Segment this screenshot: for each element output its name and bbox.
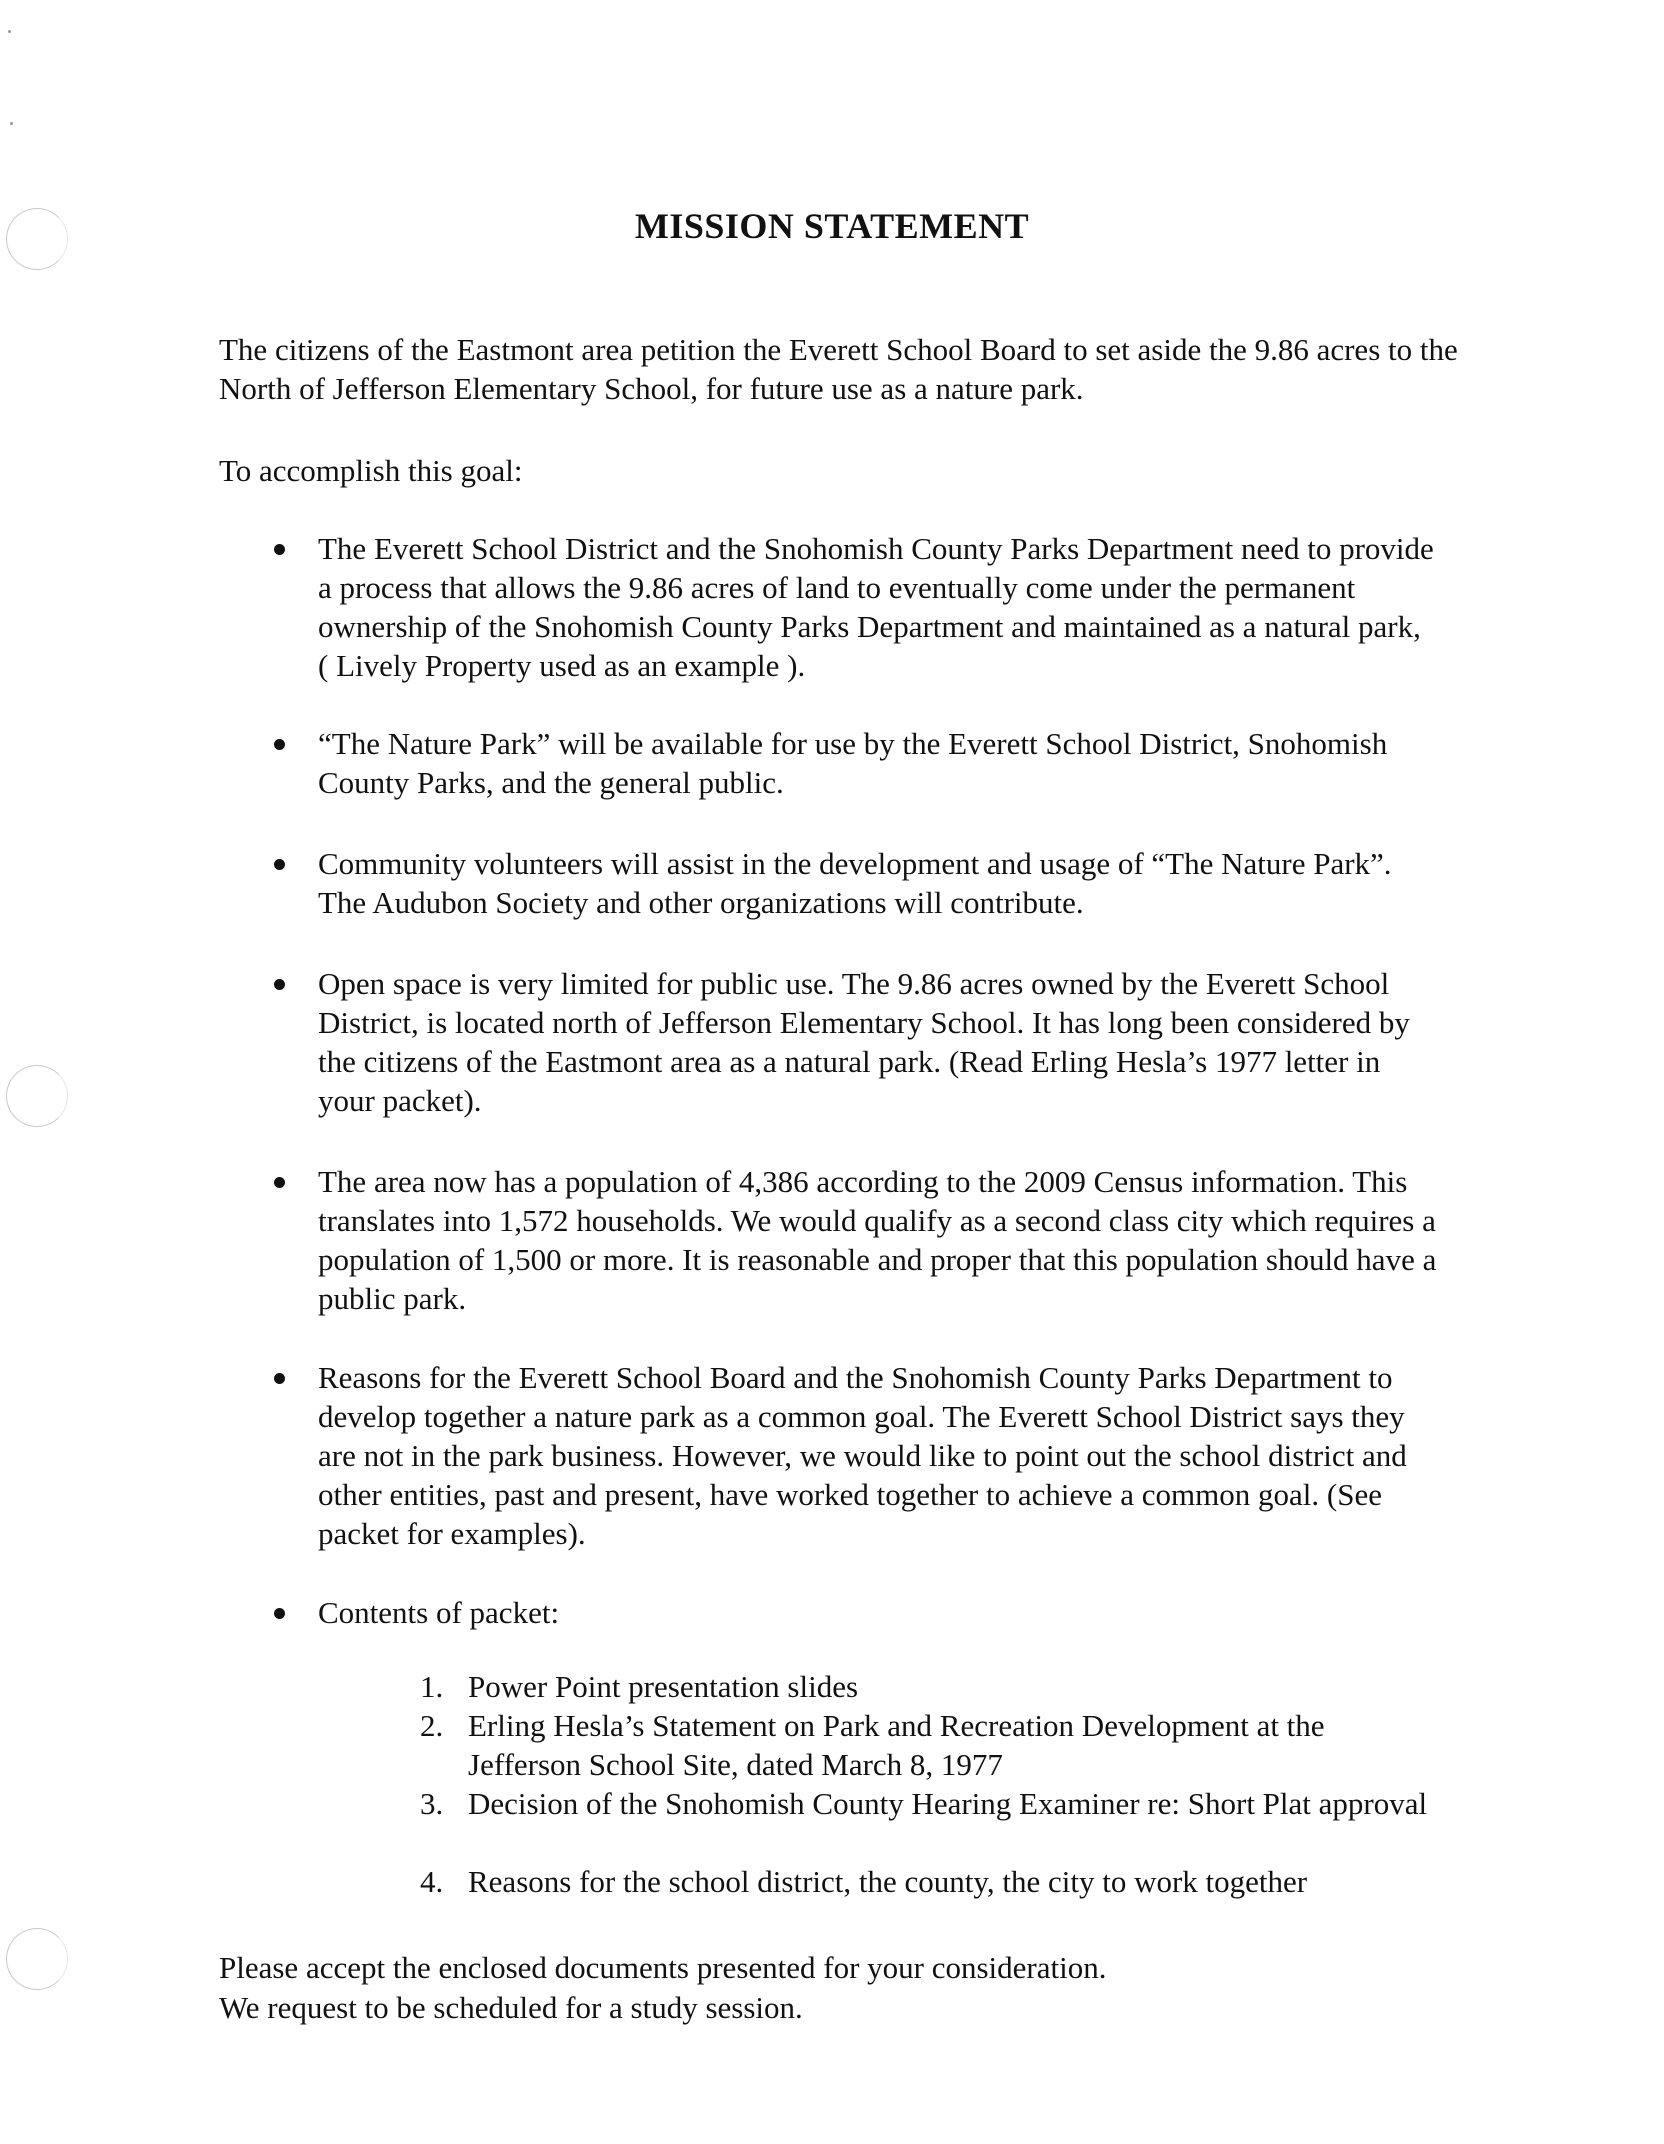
closing-line-2: We request to be scheduled for a study session. [219,1990,803,2025]
bullet-icon [274,544,285,555]
item-number: 2. [420,1708,444,1743]
intro-paragraph: The citizens of the Eastmont area petition the Everett School Board to set aside the 9.86 acres to the North of Jefferson Elementary School, for future use as a nature park. [219,332,1458,406]
bullet-icon [274,1177,285,1188]
bullet-icon [274,979,285,990]
item-number: 4. [420,1864,444,1899]
page-title: MISSION STATEMENT [634,206,1030,246]
list-item [420,1862,1428,1901]
bullet-icon [274,1373,285,1384]
bullet-text: Contents of packet: [318,1595,560,1630]
bullet-text: Open space is very limited for public use. The 9.86 acres owned by the Everett School District, is located north of Jefferson Elementary School. It has long been considered by the citizens of the Eastmont area as a natural park. (Read Erling Hesla’s 1977 letter in your packet). [318,966,1410,1118]
list-item [318,529,1438,685]
bullet-text: “The Nature Park” will be available for use by the Everett School District, Snohomish County Parks, and the general public. [318,726,1388,800]
item-text: Reasons for the school district, the county, the city to work together [468,1864,1308,1899]
bullet-text: Community volunteers will assist in the development and usage of “The Nature Park”. The Audubon Society and other organizations will contribute. [318,846,1392,920]
item-number: 1. [420,1669,444,1704]
list-item [318,1358,1438,1553]
list-item [420,1784,1428,1823]
list-item [318,1162,1438,1318]
punch-hole-bottom [6,1928,68,1990]
bullet-text: The Everett School District and the Snohomish County Parks Department need to provide a process that allows the 9.86 acres of land to eventually come under the permanent ownership of the Snohomish County Parks Department and maintained as a natural park, ( Lively Property used as an example ). [318,531,1434,683]
item-number: 3. [420,1786,444,1821]
item-text: Erling Hesla’s Statement on Park and Recreation Development at the Jefferson School Site, dated March 8, 1977 [468,1708,1325,1782]
scan-speck [8,30,11,33]
list-item [420,1706,1428,1784]
goal-lead: To accomplish this goal: [219,453,523,488]
closing-line-1: Please accept the enclosed documents presented for your consideration. [219,1950,1107,1985]
list-item [420,1667,1428,1706]
bullet-icon [274,739,285,750]
list-item [318,844,1438,922]
item-text: Power Point presentation slides [468,1669,859,1704]
list-item [318,724,1438,802]
bullet-icon [274,1608,285,1619]
bullet-text: Reasons for the Everett School Board and the Snohomish County Parks Department to develop together a nature park as a common goal. The Everett School District says they are not in the park business. However, we would like to point out the school district and other entities, past and present, have worked together to achieve a common goal. (See packet for examples). [318,1360,1407,1551]
bullet-text: The area now has a population of 4,386 according to the 2009 Census information. This translates into 1,572 households. We would qualify as a second class city which requires a population of 1,500 or more. It is reasonable and proper that this population should have a public park. [318,1164,1437,1316]
list-item [318,1593,1438,1632]
list-item [318,964,1438,1120]
scan-speck [10,122,13,125]
bullet-icon [274,859,285,870]
punch-hole-middle [6,1065,68,1127]
item-text: Decision of the Snohomish County Hearing Examiner re: Short Plat approval [468,1786,1428,1821]
